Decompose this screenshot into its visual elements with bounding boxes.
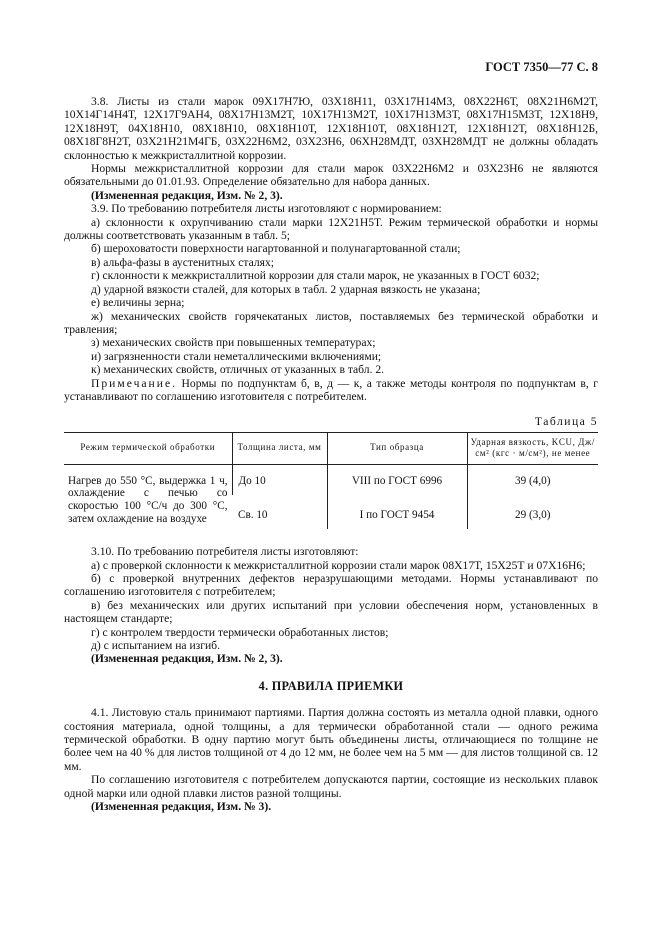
cell-sample: I по ГОСТ 9454 [327, 495, 467, 530]
cell-thickness: До 10 [232, 464, 327, 494]
list-item: ж) механических свойств горячекатаных листов, поставляемых без термической обработки и травления; [64, 309, 598, 336]
paragraph-3-8: 3.8. Листы из стали марок 09Х17Н7Ю, 03Х18Н11, 03Х17Н14М3, 08Х22Н6Т, 08Х21Н6М2Т, 10Х14Г14Н4Т, 12Х17Г9АН4, 08Х17Н13М2Т, 10Х17Н13М2Т, 10Х17Н13М3Т, 08Х17Н15М3Т, 12Х18Н9, 12Х18Н9Т, 04Х18Н10, 08Х18Н10, 08Х18Н10Т, 12Х18Н10Т, 08Х18Н12Т, 12Х18Н12Т, 08Х18Н12Б, 08Х18Г8Н2Т, 03Х21Н21М4ГБ, 03Х22Н6М2, 03Х23Н6, 06ХН28МДТ, 03ХН28МДТ не должны обладать склонностью к межкристаллитной коррозии. [64, 95, 598, 162]
cell-mode: Нагрев до 550 °С, выдержка 1 ч, охлаждение с печью со скоростью 100 °С/ч до 300 °С, затем охлаждение на воздухе [68, 474, 228, 525]
list-item: е) величины зерна; [91, 296, 185, 310]
paragraph-4-1: 4.1. Листовую сталь принимают партиями. Партия должна состоять из металла одной плавки, одного состояния материала, одной толщины, а для термически обработанной стали — одного режима термической обработки. В одну партию могут быть объединены листы, отличающиеся по толщине не более чем на 40 % для листов толщиной от 4 до 12 мм, не более чем на 5 мм — для листов толщиной св. 12 мм. [64, 706, 598, 773]
table-5 [64, 432, 598, 529]
cell-sample: VIII по ГОСТ 6996 [327, 464, 467, 494]
document-body [64, 60, 598, 813]
list-item: в) без механических или других испытаний при условии обеспечения норм, установленных в настоящем стандарте; [64, 598, 598, 626]
edit-note-3: (Измененная редакция, Изм. № 3). [91, 800, 272, 814]
list-item: д) с испытанием на изгиб. [91, 638, 220, 652]
paragraph-3-9: 3.9. По требованию потребителя листы изготовляют с нормированием: [91, 202, 442, 216]
list-item: а) с проверкой склонности к межкристаллитной коррозии стали марок 08Х17Т, 15Х25Т и 07Х16Н6; [91, 558, 586, 572]
list-item: з) механических свойств при повышенных температурах; [91, 336, 376, 350]
section-title: 4. ПРАВИЛА ПРИЕМКИ [258, 678, 404, 693]
list-item: в) альфа-фазы в аустенитных сталях; [91, 255, 274, 269]
list-item: к) механических свойств, отличных от указанных в табл. 2. [91, 363, 385, 377]
list-item: б) шероховатости поверхности нагартованной и полунагартованной стали; [91, 242, 461, 256]
list-item: г) с контролем твердости термически обработанных листов; [91, 625, 389, 639]
page-header: ГОСТ 7350—77 С. 8 [485, 60, 598, 74]
note [64, 377, 598, 404]
column-header-sample: Тип образца [327, 432, 467, 464]
list-item: б) с проверкой внутренних дефектов неразрушающими методами. Нормы устанавливают по соглашению изготовителя с потребителем; [64, 571, 598, 599]
list-item: д) ударной вязкости сталей, для которых в табл. 2 ударная вязкость не указана; [91, 282, 481, 296]
table-header-row [64, 432, 598, 464]
cell-kcu: 29 (3,0) [467, 495, 598, 530]
note-label: Примечание. [91, 376, 177, 390]
column-header-mode: Режим термической обработки [80, 442, 216, 453]
list-item: а) склонности к охрупчиванию стали марки 12Х21Н5Т. Режим термической обработки и нормы должны соответствовать указанным в табл. 5; [64, 215, 598, 243]
cell-thickness: Св. 10 [238, 508, 268, 521]
edit-note-2: (Измененная редакция, Изм. № 2, 3). [91, 652, 283, 666]
cell-kcu: 39 (4,0) [467, 464, 598, 494]
paragraph-norms: Нормы межкристаллитной коррозии для стали марок 03Х22Н6М2 и 03Х23Н6 не являются обязательными до 01.01.93. Определение обязательно для набора данных. [64, 162, 598, 189]
paragraph-agreement: По соглашению изготовителя с потребителем допускаются партии, состоящие из нескольких плавок одной марки или одной плавки листов разной толщины. [64, 773, 598, 800]
column-header-thickness: Толщина листа, мм [232, 432, 327, 464]
list-item: и) загрязненности стали неметаллическими включениями; [91, 349, 382, 363]
table-row [64, 464, 598, 494]
table-caption: Таблица 5 [534, 415, 598, 429]
column-header-kcu: Ударная вязкость, KCU, Дж/см² (кгс · м/см²), не менее [467, 432, 598, 464]
paragraph-3-10: 3.10. По требованию потребителя листы изготовляют: [91, 545, 359, 559]
list-item: г) склонности к межкристаллитной коррозии для стали марок, не указанных в ГОСТ 6032; [91, 269, 540, 283]
note-text: Нормы по подпунктам б, в, д — к, а также методы контроля по подпунктам в, г устанавливают по соглашению изготовителя с потребителем. [64, 376, 598, 403]
edit-note-1: (Измененная редакция, Изм. № 2, 3). [91, 188, 283, 202]
